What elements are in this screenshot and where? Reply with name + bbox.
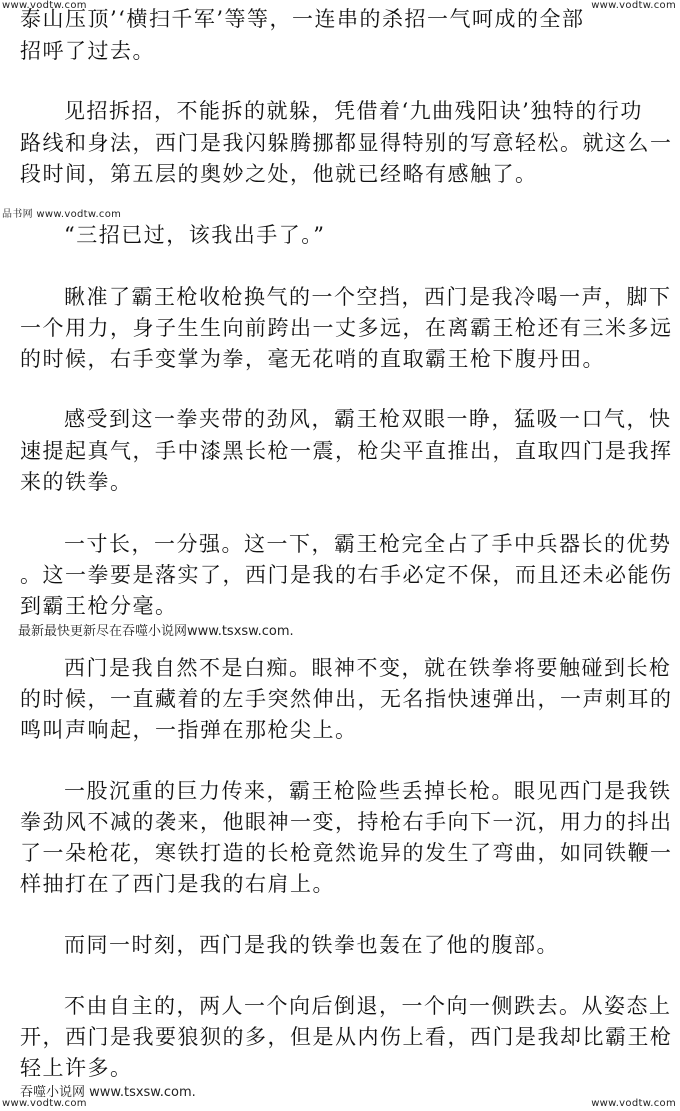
- text-line: 速提起真气，手中漆黑长枪一震，枪尖平直推出，直取四门是我挥: [20, 439, 673, 463]
- text-line: 泰山压顶’‘横扫千军’等等，一连串的杀招一气呵成的全部: [20, 7, 585, 31]
- text-line: 感受到这一拳夹带的劲风，霸王枪双眼一睁，猛吸一口气，快: [64, 407, 672, 431]
- text-line: 段时间，第五层的奥妙之处，他就已经略有感触了。: [20, 162, 538, 186]
- text-line: 招呼了过去。: [20, 39, 155, 63]
- watermark-mid-left: 品书网 www.vodtw.com: [2, 209, 122, 220]
- watermark-top-left: www.vodtw.com: [2, 0, 87, 11]
- watermark-top-right: www.vodtw.com: [591, 0, 676, 11]
- text-line: 一寸长，一分强。这一下，霸王枪完全占了手中兵器长的优势: [64, 532, 672, 556]
- text-line: 了一朵枪花，寒铁打造的长枪竟然诡异的发生了弯曲，如同铁鞭一: [20, 841, 673, 865]
- text-line: 鸣叫声响起，一指弹在那枪尖上。: [20, 718, 358, 742]
- text-line: 到霸王枪分毫。: [20, 594, 178, 618]
- text-line: 样抽打在了西门是我的右肩上。: [20, 872, 335, 896]
- text-line: 的时候，一直藏着的左手突然伸出，无名指快速弹出，一声刺耳的: [20, 687, 673, 711]
- text-line: 拳劲风不减的袭来，他眼神一变，持枪右手向下一沉，用力的抖出: [20, 810, 673, 834]
- text-line: 见招拆招，不能拆的就躲，凭借着‘九曲残阳诀’独特的行功: [64, 99, 643, 123]
- watermark-bottom-left: www.vodtw.com: [2, 1098, 87, 1109]
- text-line: 西门是我自然不是白痴。眼神不变，就在铁拳将要触碰到长枪: [64, 656, 672, 680]
- text-line: 而同一时刻，西门是我的铁拳也轰在了他的腹部。: [64, 933, 559, 957]
- text-line: “三招已过，该我出手了。”: [64, 223, 326, 247]
- text-line: 。这一拳要是落实了，西门是我的右手必定不保，而且还未必能伤: [20, 563, 673, 587]
- text-line: 轻上许多。: [20, 1056, 133, 1080]
- text-line: 不由自主的，两人一个向后倒退，一个向一侧跌去。从姿态上: [64, 994, 672, 1018]
- text-line: 一个用力，身子生生向前跨出一丈多远，在离霸王枪还有三米多远: [20, 316, 673, 340]
- text-line: 路线和身法，西门是我闪躲腾挪都显得特别的写意轻松。就这么一: [20, 131, 673, 155]
- watermark-bottom-site: 吞噬小说网 www.tsxsw.com.: [20, 1085, 196, 1100]
- text-line: 一股沉重的巨力传来，霸王枪险些丢掉长枪。眼见西门是我铁: [64, 779, 672, 803]
- text-line: 开，西门是我要狼狈的多，但是从内伤上看，西门是我却比霸王枪: [20, 1025, 673, 1049]
- text-line: 来的铁拳。: [20, 470, 133, 494]
- watermark-bottom-right: www.vodtw.com: [591, 1098, 676, 1109]
- text-line: 瞅准了霸王枪收枪换气的一个空挡，西门是我冷喝一声，脚下: [64, 285, 672, 309]
- watermark-site-line: 最新最快更新尽在吞噬小说网www.tsxsw.com.: [18, 624, 294, 639]
- text-line: 的时候，右手变掌为拳，毫无花哨的直取霸王枪下腹丹田。: [20, 347, 605, 371]
